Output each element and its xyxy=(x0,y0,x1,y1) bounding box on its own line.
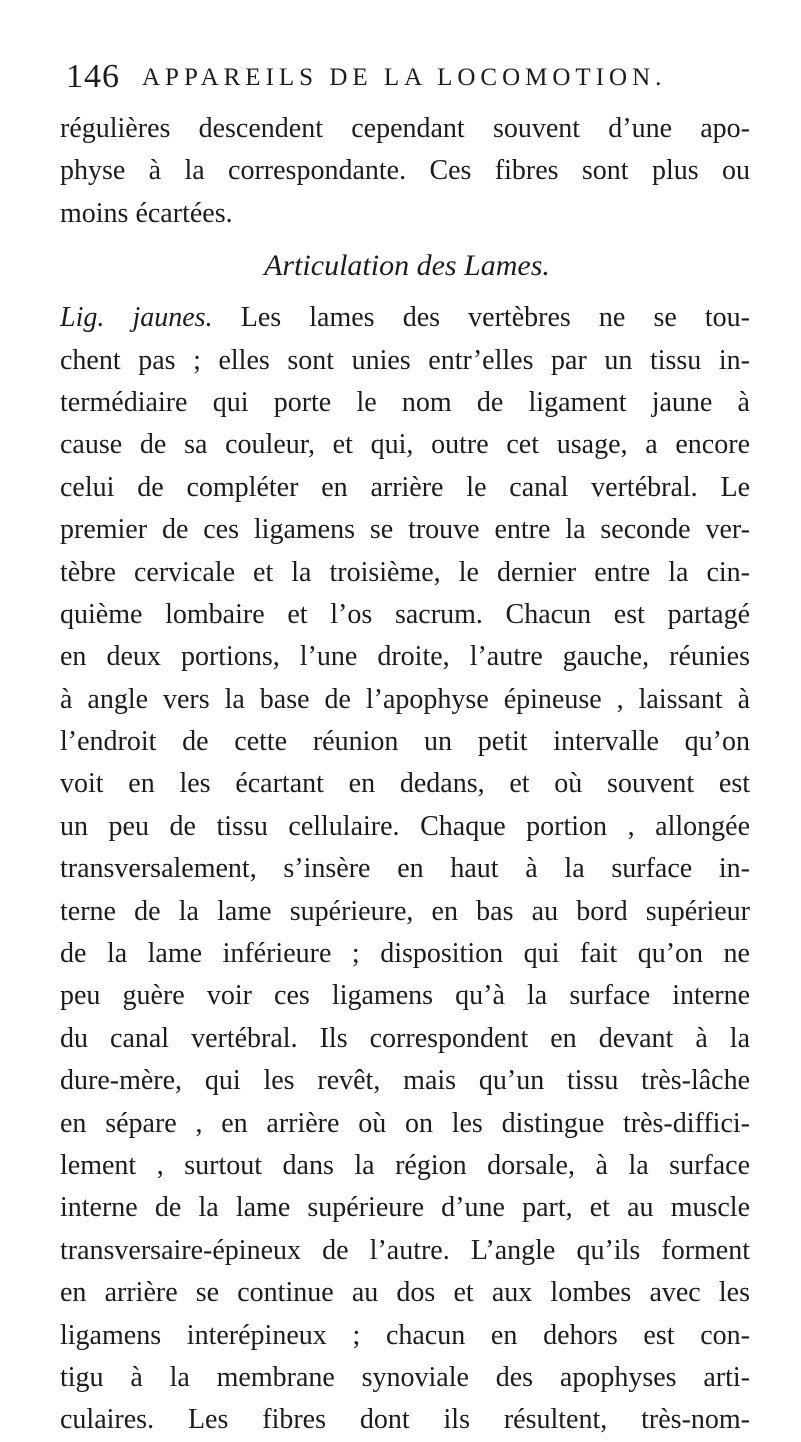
text-line: interne de la lame supérieure d’une part, et au muscle xyxy=(60,1192,750,1224)
text-line-rest: Les lames des vertèbres ne se tou- xyxy=(212,302,750,334)
text-line: tèbre cervicale et la troisième, le dernier entre la cin- xyxy=(60,556,750,588)
text-line: premier de ces ligamens se trouve entre la seconde ver- xyxy=(60,514,750,546)
text-line: de la lame inférieure ; disposition qui fait qu’on ne xyxy=(60,938,750,970)
text-line: peu guère voir ces ligamens qu’à la surface interne xyxy=(60,980,750,1012)
text-line: lement , surtout dans la région dorsale, à la surface xyxy=(60,1149,750,1181)
text-line: un peu de tissu cellulaire. Chaque portion , allongée xyxy=(60,810,750,842)
page-number: 146 xyxy=(66,58,120,95)
text-line: du canal vertébral. Ils correspondent en devant à la xyxy=(60,1022,750,1054)
text-line: tigu à la membrane synoviale des apophyses arti- xyxy=(60,1361,750,1393)
text-line: transversalement, s’insère en haut à la surface in- xyxy=(60,853,750,885)
section-title: Articulation des Lames. xyxy=(264,249,550,283)
text-line: en sépare , en arrière où on les distingue très-diffici- xyxy=(60,1107,750,1139)
text-line: à angle vers la base de l’apophyse épineuse , laissant à xyxy=(60,683,750,715)
running-head xyxy=(60,58,750,108)
text-line: culaires. Les fibres dont ils résultent, très-nom- xyxy=(60,1404,750,1436)
text-line: ligamens interépineux ; chacun en dehors est con- xyxy=(60,1319,750,1351)
text-line: en deux portions, l’une droite, l’autre gauche, réunies xyxy=(60,641,750,673)
text-line xyxy=(60,297,750,339)
running-title: APPAREILS DE LA LOCOMOTION. xyxy=(142,64,667,91)
text-line: voit en les écartant en dedans, et où souvent est xyxy=(60,768,750,800)
text-line: transversaire-épineux de l’autre. L’angle qu’ils forment xyxy=(60,1234,750,1266)
text-line: moins écartées. xyxy=(60,197,233,229)
text-line: l’endroit de cette réunion un petit intervalle qu’on xyxy=(60,726,750,758)
text-line: régulières descendent cependant souvent d’une apo- xyxy=(60,113,750,144)
intro-text xyxy=(60,108,750,235)
text-line: quième lombaire et l’os sacrum. Chacun est partagé xyxy=(60,598,750,630)
book-page xyxy=(60,58,750,1442)
text-line: en arrière se continue au dos et aux lombes avec les xyxy=(60,1277,750,1309)
text-line: termédiaire qui porte le nom de ligament jaune à xyxy=(60,386,750,418)
text-line: terne de la lame supérieure, en bas au bord supérieur xyxy=(60,895,750,927)
text-line: cause de sa couleur, et qui, outre cet usage, a encore xyxy=(60,429,750,461)
margin-heading: Lig. jaunes. xyxy=(60,302,213,334)
text-line: celui de compléter en arrière le canal vertébral. Le xyxy=(60,471,750,503)
text-line: chent pas ; elles sont unies entr’elles par un tissu in- xyxy=(60,344,750,376)
text-line: dure-mère, qui les revêt, mais qu’un tissu très-lâche xyxy=(60,1065,750,1097)
text-line: physe à la correspondante. Ces fibres sont plus ou xyxy=(60,155,750,187)
body-paragraph xyxy=(60,297,750,1442)
